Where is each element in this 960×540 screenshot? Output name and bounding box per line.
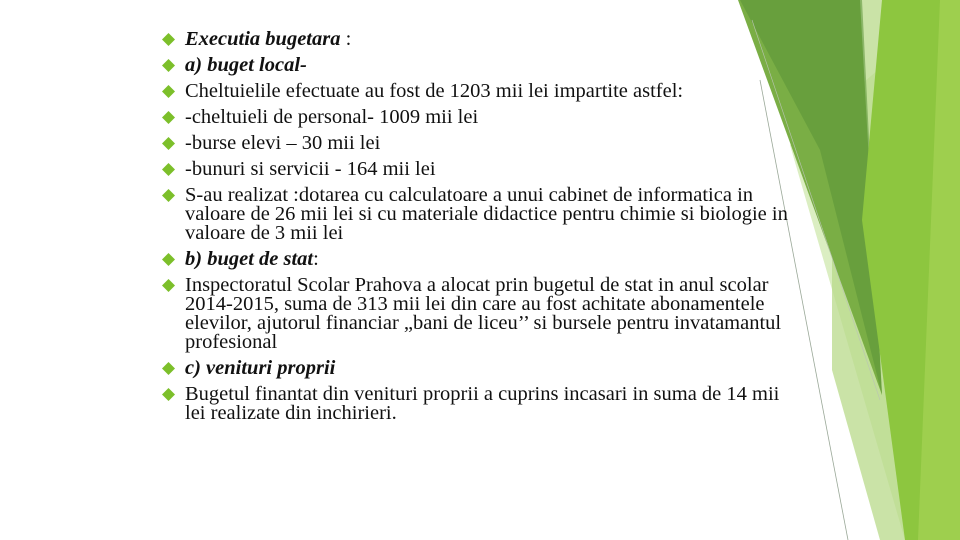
item-suffix: : bbox=[313, 248, 319, 270]
list-item bbox=[160, 134, 800, 153]
section-heading: a) buget local- bbox=[185, 54, 307, 76]
bullet-list bbox=[160, 30, 800, 430]
diamond-bullet-icon bbox=[162, 59, 175, 72]
item-text: -bunuri si servicii - 164 mii lei bbox=[185, 158, 436, 180]
diamond-bullet-icon bbox=[162, 253, 175, 266]
diamond-bullet-icon bbox=[162, 111, 175, 124]
list-item bbox=[160, 160, 800, 179]
diamond-bullet-icon bbox=[162, 362, 175, 375]
section-heading: Executia bugetara bbox=[185, 28, 341, 50]
list-item bbox=[160, 359, 800, 378]
list-item bbox=[160, 186, 800, 243]
item-text: Bugetul finantat din venituri proprii a cuprins incasari in suma de 14 mii lei realizate din inchirieri. bbox=[185, 383, 780, 424]
list-item bbox=[160, 276, 800, 352]
diamond-bullet-icon bbox=[162, 137, 175, 150]
item-suffix: : bbox=[340, 28, 352, 50]
diamond-bullet-icon bbox=[162, 279, 175, 292]
section-heading: b) buget de stat bbox=[185, 248, 314, 270]
item-text: Cheltuielile efectuate au fost de 1203 mii lei impartite astfel: bbox=[185, 80, 684, 102]
list-item bbox=[160, 108, 800, 127]
diamond-bullet-icon bbox=[162, 33, 175, 46]
item-text: S-au realizat :dotarea cu calculatoare a unui cabinet de informatica in valoare de 26 mii lei si cu materiale didactice pentru chimie si biologie in valoare de 3 mii lei bbox=[185, 184, 788, 244]
list-item bbox=[160, 82, 800, 101]
diamond-bullet-icon bbox=[162, 189, 175, 202]
diamond-bullet-icon bbox=[162, 163, 175, 176]
list-item bbox=[160, 56, 800, 75]
diamond-bullet-icon bbox=[162, 85, 175, 98]
list-item bbox=[160, 385, 800, 423]
diamond-bullet-icon bbox=[162, 388, 175, 401]
item-text: -cheltuieli de personal- 1009 mii lei bbox=[185, 106, 479, 128]
list-item bbox=[160, 250, 800, 269]
section-heading: c) venituri proprii bbox=[185, 357, 336, 379]
list-item bbox=[160, 30, 800, 49]
item-text: Inspectoratul Scolar Prahova a alocat prin bugetul de stat in anul scolar 2014-2015, suma de 313 mii lei din care au fost achitate abonamentele elevilor, ajutorul financiar „bani de liceu’’ si bursele pentru invatamantul profesional bbox=[185, 274, 782, 353]
item-text: -burse elevi – 30 mii lei bbox=[185, 132, 381, 154]
